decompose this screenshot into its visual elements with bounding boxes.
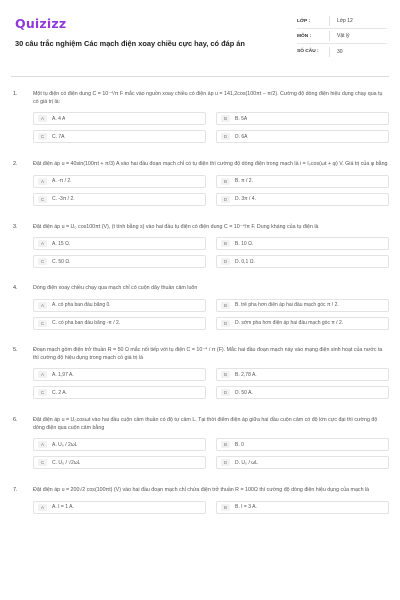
- option-text: D. 6A: [235, 133, 248, 140]
- meta-value: Vật lý: [337, 33, 350, 39]
- answer-option[interactable]: [216, 317, 389, 330]
- option-letter-badge: B: [221, 115, 230, 122]
- answer-option[interactable]: [33, 299, 206, 312]
- option-text: B. trễ pha hơn điện áp hai đầu mạch góc π / 2.: [235, 302, 339, 309]
- worksheet-meta: [297, 14, 387, 59]
- question-number: 4.: [13, 285, 18, 292]
- question-number: 5.: [13, 346, 18, 353]
- option-text: D. U₀ / ωL: [235, 459, 258, 466]
- option-letter-badge: C: [38, 258, 47, 265]
- answer-option[interactable]: [33, 255, 206, 268]
- answer-option[interactable]: [216, 130, 389, 143]
- question-item: [11, 487, 389, 514]
- meta-label: MÔN :: [297, 33, 312, 39]
- answer-option[interactable]: [33, 317, 206, 330]
- answer-option[interactable]: [216, 386, 389, 399]
- answer-options: [33, 175, 389, 206]
- question-text: Đặt điện áp u = U₀ cos100πt (V), (t tính bằng s) vào hai đầu tụ điện có điện dung C = 10⁻⁴/π F. Dung kháng của tụ điện là: [33, 223, 319, 230]
- answer-option[interactable]: [33, 368, 206, 381]
- meta-divider: [329, 16, 337, 26]
- answer-option[interactable]: [216, 299, 389, 312]
- option-letter-badge: A: [38, 504, 47, 511]
- answer-option[interactable]: [216, 255, 389, 268]
- answer-option[interactable]: [33, 112, 206, 125]
- option-text: B. 2,78 A.: [235, 371, 257, 378]
- meta-divider: [329, 47, 337, 57]
- meta-row: [297, 29, 387, 44]
- option-text: B. 10 Ω.: [235, 240, 254, 247]
- option-text: A. U₀ / 2ωL: [52, 441, 78, 448]
- answer-options: [33, 112, 389, 143]
- question-text: Dòng điện xoay chiều chạy qua mạch chỉ có cuộn dây thuần cảm luôn: [33, 285, 198, 292]
- answer-option[interactable]: [216, 456, 389, 469]
- answer-option[interactable]: [33, 456, 206, 469]
- meta-row: [297, 44, 387, 59]
- question-list: [11, 91, 389, 514]
- question-text: Đặt điện áp u = 200√2 cos(100πt) (V) vào hai đầu đoạn mạch chỉ chứa điện trở thuần R = 100Ω thì cường độ dòng điện hiệu dụng của mạch là: [33, 487, 370, 494]
- answer-option[interactable]: [33, 386, 206, 399]
- meta-divider: [329, 31, 337, 41]
- option-text: A. I = 1 A.: [52, 504, 74, 511]
- question-text: Đặt điện áp u = U₀cosωt vào hai đầu cuộn cảm thuần có độ tự cảm L. Tại thời điểm điện áp giữa hai đầu cuộn cảm có độ lớn cực đại thì cường độ dòng điện qua cuộn cảm bằng: [33, 417, 378, 431]
- answer-option[interactable]: [216, 193, 389, 206]
- option-text: B. 0: [235, 441, 244, 448]
- meta-label: SỐ CÂU :: [297, 49, 319, 54]
- option-letter-badge: B: [221, 302, 230, 309]
- option-letter-badge: C: [38, 459, 47, 466]
- worksheet-title: 30 câu trắc nghiệm Các mạch điện xoay chiều cực hay, có đáp án: [15, 39, 245, 48]
- option-text: C. 7A: [52, 133, 65, 140]
- question-item: [11, 161, 389, 206]
- answer-option[interactable]: [33, 130, 206, 143]
- worksheet-header: [11, 8, 389, 70]
- question-text: Đặt điện áp u = 40sin(100πt + π/3) A vào hai đầu đoạn mạch chỉ có tụ điện thì cường độ dòng điện trong mạch là i = I₀cos(ωt + φ) V. Giá trị của φ bằng: [33, 161, 388, 168]
- option-letter-badge: D: [221, 389, 230, 396]
- question-item: [11, 91, 389, 143]
- answer-option[interactable]: [216, 368, 389, 381]
- question-number: 1.: [13, 91, 18, 97]
- question-text: Một tụ điện có điện dung C = 10⁻⁴/π F mắc vào nguồn xoay chiều có điện áp u = 141,2cos(100πt − π/2). Cường độ dòng điện hiệu dụng chạy qua tụ có giá trị là:: [33, 91, 383, 105]
- option-text: C. -3π / 2.: [52, 196, 75, 203]
- option-letter-badge: D: [221, 196, 230, 203]
- option-letter-badge: B: [221, 178, 230, 185]
- question-item: [11, 224, 389, 269]
- answer-options: [33, 438, 389, 469]
- option-text: A. -π / 2.: [52, 178, 72, 185]
- question-item: [11, 417, 389, 469]
- answer-options: [33, 368, 389, 399]
- option-letter-badge: B: [221, 371, 230, 378]
- option-text: C. U₀ / √2ωL: [52, 459, 81, 466]
- question-item: [11, 285, 389, 330]
- meta-label: LỚP :: [297, 18, 311, 24]
- question-number: 7.: [13, 487, 18, 494]
- question-number: 6.: [13, 417, 18, 424]
- question-number: 2.: [13, 161, 18, 168]
- option-letter-badge: A: [38, 302, 47, 309]
- option-text: B. I = 3 A.: [235, 504, 257, 511]
- answer-option[interactable]: [216, 501, 389, 514]
- option-letter-badge: C: [38, 320, 47, 327]
- option-letter-badge: D: [221, 459, 230, 466]
- option-text: B. 5A: [235, 115, 248, 122]
- answer-options: [33, 501, 389, 514]
- option-letter-badge: B: [221, 441, 230, 448]
- option-letter-badge: A: [38, 178, 47, 185]
- option-letter-badge: D: [221, 258, 230, 265]
- option-letter-badge: A: [38, 115, 47, 122]
- answer-option[interactable]: [33, 237, 206, 250]
- option-text: C. 50 Ω.: [52, 258, 71, 265]
- answer-option[interactable]: [216, 237, 389, 250]
- option-text: C. 2 A.: [52, 389, 68, 396]
- option-text: A. 4 A: [52, 115, 66, 122]
- answer-option[interactable]: [33, 438, 206, 451]
- meta-value: 30: [337, 48, 343, 55]
- option-letter-badge: C: [38, 389, 47, 396]
- answer-option[interactable]: [216, 438, 389, 451]
- option-letter-badge: B: [221, 504, 230, 511]
- header-divider: [11, 76, 389, 77]
- option-letter-badge: C: [38, 196, 47, 203]
- answer-option[interactable]: [33, 193, 206, 206]
- answer-option[interactable]: [216, 175, 389, 188]
- quizizz-logo: Quizizz: [15, 16, 67, 31]
- option-letter-badge: A: [38, 371, 47, 378]
- question-number: 3.: [13, 223, 18, 230]
- option-text: D. 0,1 Ω.: [235, 258, 255, 265]
- option-text: A. có pha ban đầu bằng 0.: [52, 302, 111, 309]
- option-letter-badge: A: [38, 240, 47, 247]
- option-text: D. 50 A.: [235, 389, 253, 396]
- option-text: D. sớm pha hơn điện áp hai đầu mạch góc π / 2.: [235, 320, 344, 327]
- answer-option[interactable]: [216, 112, 389, 125]
- answer-options: [33, 299, 389, 330]
- answer-options: [33, 237, 389, 268]
- answer-option[interactable]: [33, 501, 206, 514]
- option-letter-badge: D: [221, 320, 230, 327]
- meta-row: [297, 14, 387, 29]
- question-item: [11, 347, 389, 399]
- option-letter-badge: C: [38, 133, 47, 140]
- option-letter-badge: D: [221, 133, 230, 140]
- option-letter-badge: B: [221, 240, 230, 247]
- answer-option[interactable]: [33, 175, 206, 188]
- question-text: Đoạn mạch gồm điện trở thuần R = 50 Ω mắc nối tiếp với tụ điện C = 10⁻⁴ / π (F). Mắc hai đầu đoạn mạch này vào mạng điện sinh hoạt của nước ta thì cường độ hiệu dụng trong mạch có giá trị là: [33, 346, 383, 361]
- option-text: A. 15 Ω.: [52, 240, 71, 247]
- option-text: D. 3π / 4.: [235, 196, 256, 203]
- option-letter-badge: A: [38, 441, 47, 448]
- option-text: A. 1,97 A.: [52, 371, 74, 378]
- option-text: B. π / 2.: [235, 178, 253, 185]
- meta-value: Lớp 12: [337, 18, 353, 24]
- option-text: C. có pha ban đầu bằng -π / 2.: [52, 320, 121, 327]
